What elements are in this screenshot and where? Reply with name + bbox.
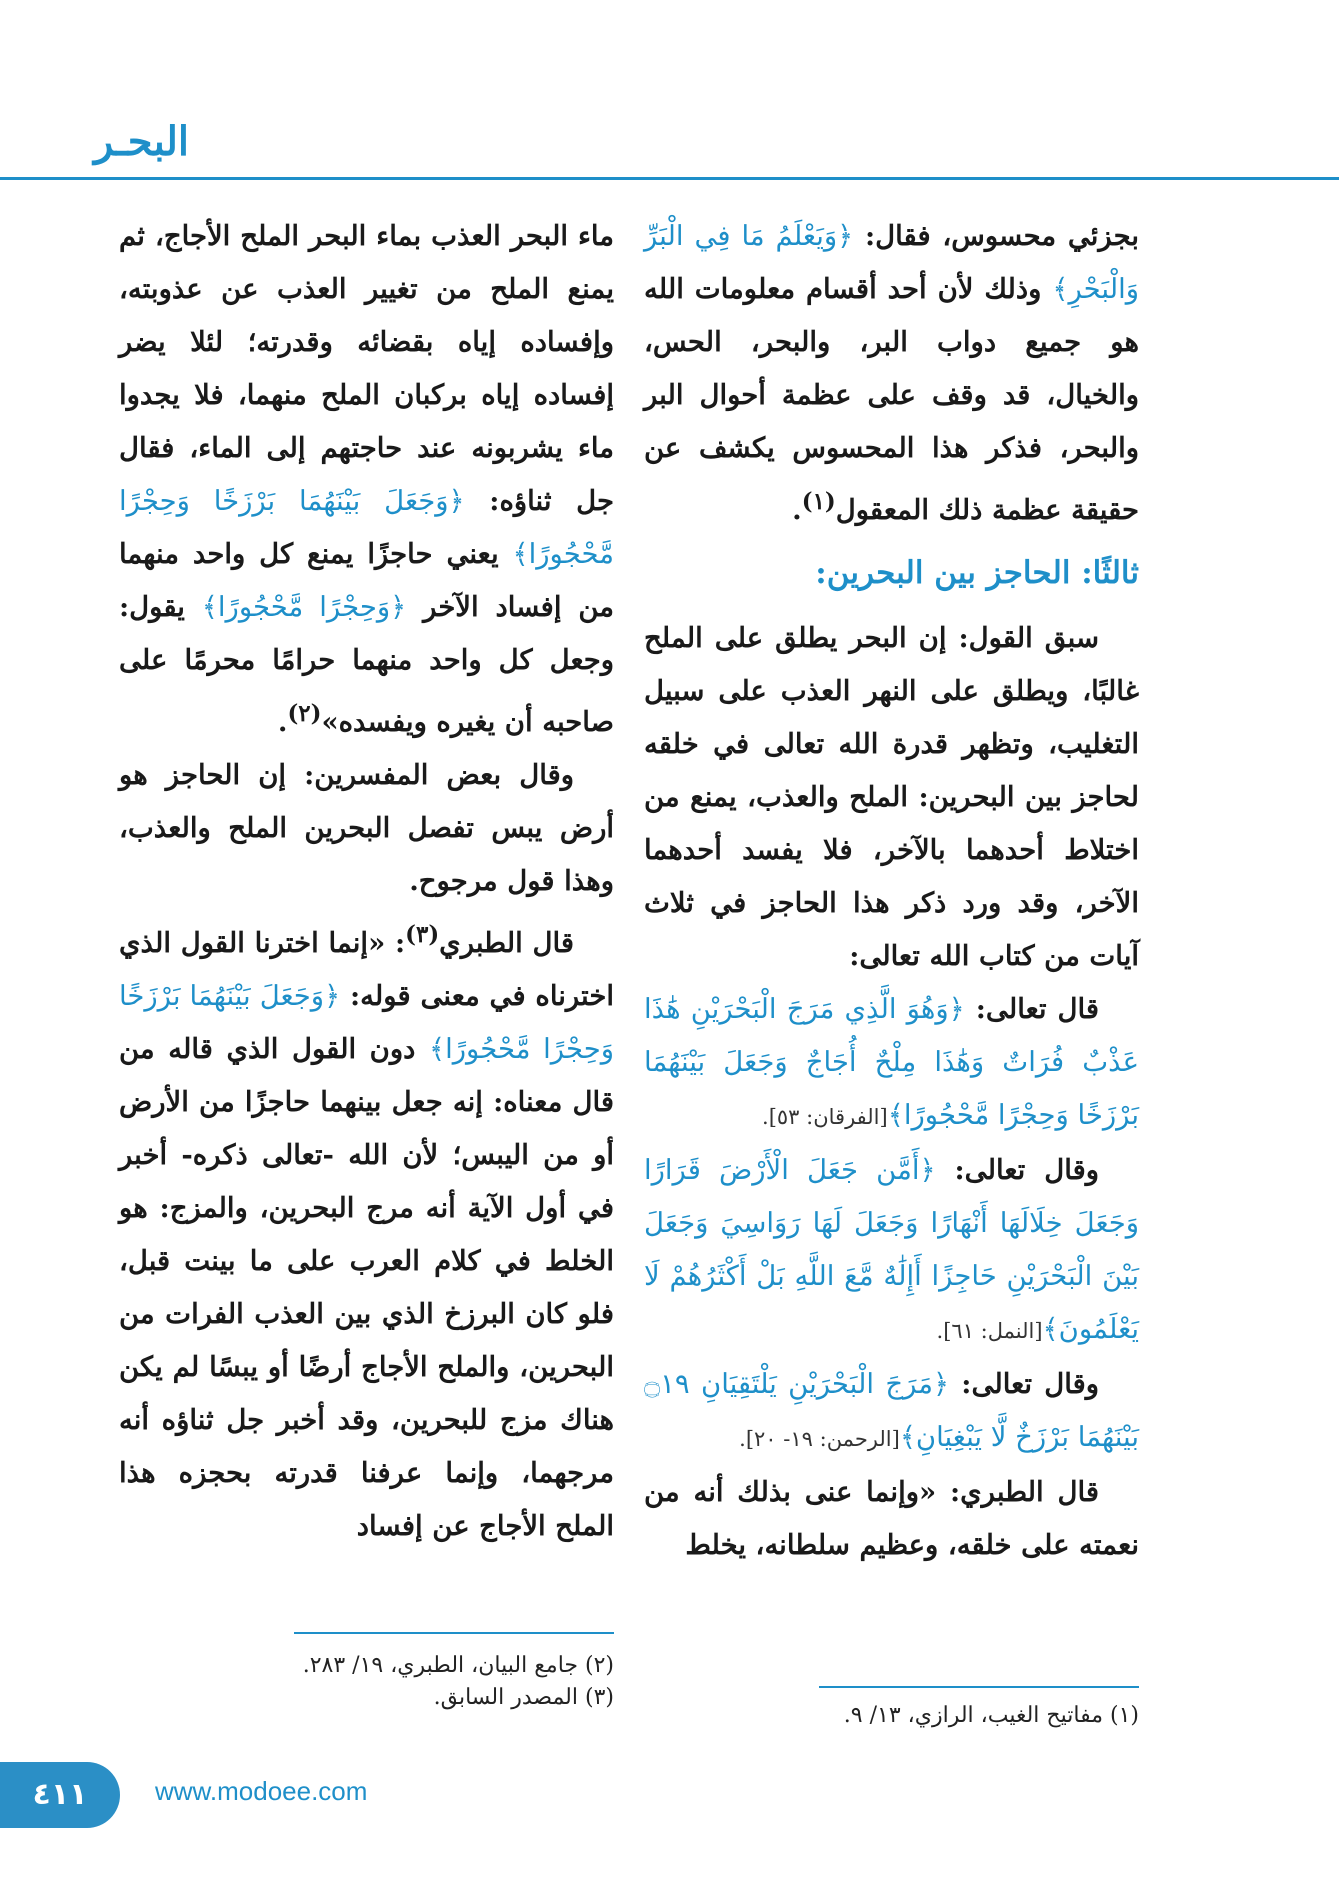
section-title: البحـر: [94, 118, 189, 165]
verse-reference: [الرحمن: ١٩- ٢٠].: [739, 1427, 900, 1452]
verse-paragraph: قال تعالى: ﴿وَهُوَ الَّذِي مَرَجَ الْبَحْرَيْنِ هَٰذَا عَذْبٌ فُرَاتٌ وَهَٰذَا مِلْحٌ أُجَاجٌ وَجَعَلَ بَيْنَهُمَا بَرْزَخًا وَحِجْرًا مَّحْجُورًا﴾[الفرقان: ٥٣].: [644, 993, 1139, 1132]
quran-verse: ﴿وَجَعَلَ بَيْنَهُمَا بَرْزَخًا وَحِجْرًا مَّحْجُورًا﴾: [119, 980, 615, 1066]
quran-verse: ﴿مَرَجَ الْبَحْرَيْنِ يَلْتَقِيَانِ ۝١٩ بَيْنَهُمَا بَرْزَخٌ لَّا يَبْغِيَانِ﴾: [644, 1368, 1139, 1454]
verse-reference: [النمل: ٦١].: [936, 1319, 1043, 1344]
subsection-heading: ثالثًا: الحاجز بين البحرين:: [815, 555, 1139, 592]
page-number-badge: ٤١١: [0, 1762, 120, 1828]
footnote-marker[interactable]: (٣): [405, 921, 440, 949]
paragraph: قال الطبري: «وإنما عنى بذلك أنه من نعمته على خلقه، وعظيم سلطانه، يخلط: [644, 1476, 1139, 1562]
footnote-divider: [294, 1632, 614, 1634]
paragraph: بجزئي محسوس، فقال: ﴿وَيَعْلَمُ مَا فِي الْبَرِّ وَالْبَحْرِ﴾ وذلك لأن أحد أقسام معلومات الله هو جميع دواب البر، والبحر، الحس، والخيال، قد وقف على عظمة أحوال البر والبحر، فذكر هذا المحسوس يكشف عن حقيقة عظمة ذلك المعقول$^{(١)}$.: [644, 220, 1139, 527]
verse-paragraph: وقال تعالى: ﴿مَرَجَ الْبَحْرَيْنِ يَلْتَقِيَانِ ۝١٩ بَيْنَهُمَا بَرْزَخٌ لَّا يَبْغِيَانِ﴾[الرحمن: ١٩- ٢٠].: [644, 1368, 1139, 1454]
footnote: (١) مفاتيح الغيب، الرازي، ١٣/ ٩.: [843, 1703, 1139, 1728]
footnote-marker[interactable]: (٢): [287, 700, 322, 727]
footnote: (٢) جامع البيان، الطبري، ١٩/ ٢٨٣.: [302, 1653, 614, 1678]
footnote-divider: [819, 1686, 1139, 1688]
quran-verse: ﴿أَمَّن جَعَلَ الْأَرْضَ قَرَارًا وَجَعَلَ خِلَالَهَا أَنْهَارًا وَجَعَلَ لَهَا رَوَاسِيَ وَجَعَلَ بَيْنَ الْبَحْرَيْنِ حَاجِزًا أَإِلَٰهٌ مَّعَ اللَّهِ بَلْ أَكْثَرُهُمْ لَا يَعْلَمُونَ﴾: [644, 1154, 1139, 1346]
quran-verse: ﴿وَحِجْرًا مَّحْجُورًا﴾: [201, 591, 407, 623]
paragraph: وقال بعض المفسرين: إن الحاجز هو أرض يبس تفصل البحرين الملح والعذب، وهذا قول مرجوح.: [119, 759, 614, 898]
header-divider: [0, 177, 1339, 180]
quran-verse: ﴿وَهُوَ الَّذِي مَرَجَ الْبَحْرَيْنِ هَٰذَا عَذْبٌ فُرَاتٌ وَهَٰذَا مِلْحٌ أُجَاجٌ وَجَعَلَ بَيْنَهُمَا بَرْزَخًا وَحِجْرًا مَّحْجُورًا﴾: [644, 993, 1139, 1132]
website-link[interactable]: www.modoee.com: [155, 1776, 368, 1806]
right-column: [644, 210, 1139, 1572]
footnote: (٣) المصدر السابق.: [433, 1685, 614, 1710]
footnote-marker[interactable]: (١): [801, 488, 836, 515]
verse-reference: [الفرقان: ٥٣].: [762, 1105, 888, 1130]
quran-verse: ﴿وَيَعْلَمُ مَا فِي الْبَرِّ وَالْبَحْرِ﴾: [644, 220, 1139, 305]
paragraph: سبق القول: إن البحر يطلق على الملح غالبًا، ويطلق على النهر العذب على سبيل التغليب، وتظهر قدرة الله تعالى في خلقه لحاجز بين البحرين: الملح والعذب، يمنع من اختلاط أحدهما بالآخر، فلا يفسد أحدهما الآخر، وقد ورد ذكر هذا الحاجز في ثلاث آيات من كتاب الله تعالى:: [644, 622, 1139, 973]
footnotes-left: [119, 1650, 614, 1714]
quran-verse: ﴿وَجَعَلَ بَيْنَهُمَا بَرْزَخًا وَحِجْرًا مَّحْجُورًا﴾: [119, 485, 614, 570]
verse-paragraph: وقال تعالى: ﴿أَمَّن جَعَلَ الْأَرْضَ قَرَارًا وَجَعَلَ خِلَالَهَا أَنْهَارًا وَجَعَلَ لَهَا رَوَاسِيَ وَجَعَلَ بَيْنَ الْبَحْرَيْنِ حَاجِزًا أَإِلَٰهٌ مَّعَ اللَّهِ بَلْ أَكْثَرُهُمْ لَا يَعْلَمُونَ﴾[النمل: ٦١].: [644, 1154, 1139, 1346]
paragraph: قال الطبري$^{(٣)}$: «إنما اخترنا القول الذي اخترناه في معنى قوله: ﴿وَجَعَلَ بَيْنَهُمَا بَرْزَخًا وَحِجْرًا مَّحْجُورًا﴾ دون القول الذي قاله من قال معناه: إنه جعل بينهما حاجزًا من الأرض أو من اليبس؛ لأن الله -تعالى ذكره- أخبر في أول الآية أنه مرج البحرين، والمزج: هو الخلط في كلام العرب على ما بينت قبل، فلو كان البرزخ الذي بين العذب الفرات من البحرين، والملح الأجاج أرضًا أو يبسًا لم يكن هناك مزج للبحرين، وقد أخبر جل ثناؤه أنه مرجهما، وإنما عرفنا قدرته بحجزه هذا الملح الأجاج عن إفساد: [119, 921, 615, 1543]
paragraph: ماء البحر العذب بماء البحر الملح الأجاج، ثم يمنع الملح من تغيير العذب عن عذوبته، وإفساده إياه بقضائه وقدرته؛ لئلا يضر إفساده إياه بركبان الملح منهما، فلا يجدوا ماء يشربونه عند حاجتهم إلى الماء، فقال جل ثناؤه: ﴿وَجَعَلَ بَيْنَهُمَا بَرْزَخًا وَحِجْرًا مَّحْجُورًا﴾ يعني حاجزًا يمنع كل واحد منهما من إفساد الآخر ﴿وَحِجْرًا مَّحْجُورًا﴾ يقول: وجعل كل واحد منهما حرامًا محرمًا على صاحبه أن يغيره ويفسده»$^{(٢)}$.: [119, 220, 614, 739]
left-column: [119, 210, 614, 1553]
footnotes-right: [644, 1700, 1139, 1732]
